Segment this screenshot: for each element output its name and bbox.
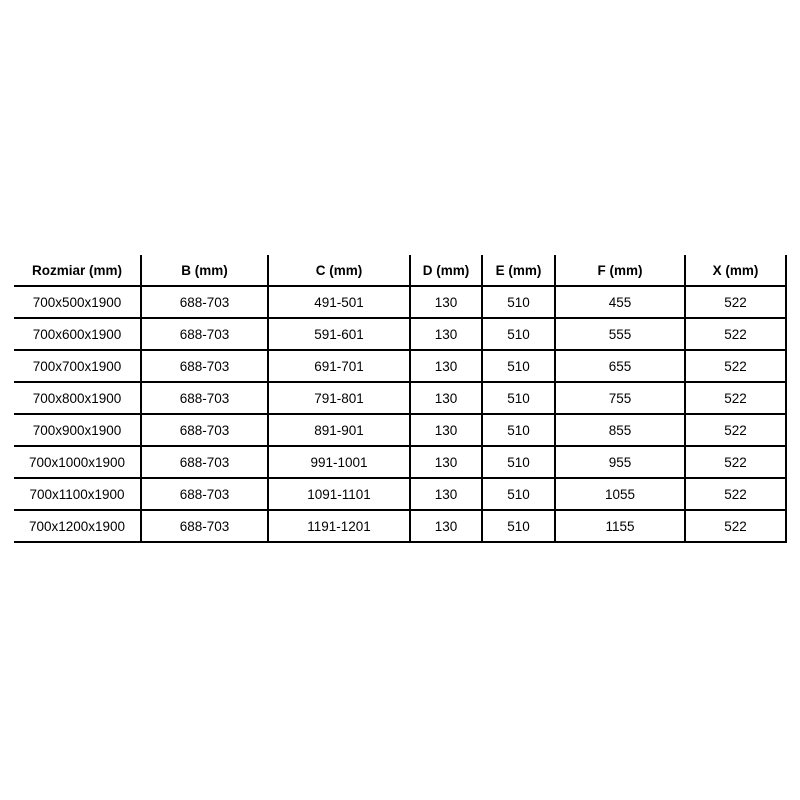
table-cell-rozmiar: 700x500x1900 [14,286,141,318]
table-cell-b: 688-703 [141,318,268,350]
table-cell-x: 522 [685,478,786,510]
table-cell-rozmiar: 700x600x1900 [14,318,141,350]
table-row [14,350,786,382]
table-cell-e: 510 [482,382,555,414]
table-cell-x: 522 [685,510,786,542]
table-cell-x: 522 [685,286,786,318]
table-cell-c: 991-1001 [268,446,410,478]
table-cell-f: 755 [555,382,685,414]
table-cell-c: 891-901 [268,414,410,446]
table-row [14,286,786,318]
table-cell-x: 522 [685,350,786,382]
table-cell-d: 130 [410,414,482,446]
table-cell-b: 688-703 [141,510,268,542]
table-cell-b: 688-703 [141,286,268,318]
table-cell-e: 510 [482,446,555,478]
table-cell-f: 555 [555,318,685,350]
table-cell-d: 130 [410,318,482,350]
dimensions-table-container [14,255,786,543]
table-row [14,446,786,478]
table-cell-d: 130 [410,446,482,478]
column-header-e: E (mm) [482,255,555,286]
table-cell-d: 130 [410,382,482,414]
table-cell-x: 522 [685,446,786,478]
table-cell-e: 510 [482,414,555,446]
table-row [14,318,786,350]
column-header-b: B (mm) [141,255,268,286]
table-row [14,510,786,542]
table-row [14,382,786,414]
table-cell-f: 855 [555,414,685,446]
table-cell-e: 510 [482,478,555,510]
header-row [14,255,786,286]
table-cell-f: 455 [555,286,685,318]
table-cell-e: 510 [482,286,555,318]
table-row [14,478,786,510]
column-header-d: D (mm) [410,255,482,286]
column-header-f: F (mm) [555,255,685,286]
table-cell-d: 130 [410,510,482,542]
table-row [14,414,786,446]
table-cell-b: 688-703 [141,446,268,478]
table-cell-rozmiar: 700x800x1900 [14,382,141,414]
table-cell-b: 688-703 [141,414,268,446]
table-cell-rozmiar: 700x1100x1900 [14,478,141,510]
table-cell-e: 510 [482,350,555,382]
table-cell-rozmiar: 700x1000x1900 [14,446,141,478]
table-cell-f: 1055 [555,478,685,510]
table-cell-f: 1155 [555,510,685,542]
column-header-x: X (mm) [685,255,786,286]
table-cell-b: 688-703 [141,382,268,414]
table-cell-e: 510 [482,510,555,542]
dimensions-table [14,255,787,543]
table-cell-f: 655 [555,350,685,382]
table-cell-c: 691-701 [268,350,410,382]
table-cell-x: 522 [685,318,786,350]
column-header-rozmiar: Rozmiar (mm) [14,255,141,286]
table-cell-c: 1091-1101 [268,478,410,510]
table-cell-c: 491-501 [268,286,410,318]
table-cell-c: 591-601 [268,318,410,350]
table-cell-f: 955 [555,446,685,478]
table-cell-rozmiar: 700x1200x1900 [14,510,141,542]
table-cell-c: 1191-1201 [268,510,410,542]
column-header-c: C (mm) [268,255,410,286]
table-cell-rozmiar: 700x700x1900 [14,350,141,382]
table-cell-x: 522 [685,382,786,414]
table-cell-c: 791-801 [268,382,410,414]
table-cell-rozmiar: 700x900x1900 [14,414,141,446]
table-cell-x: 522 [685,414,786,446]
table-cell-d: 130 [410,286,482,318]
table-cell-b: 688-703 [141,350,268,382]
table-cell-d: 130 [410,478,482,510]
table-cell-b: 688-703 [141,478,268,510]
table-cell-d: 130 [410,350,482,382]
table-cell-e: 510 [482,318,555,350]
